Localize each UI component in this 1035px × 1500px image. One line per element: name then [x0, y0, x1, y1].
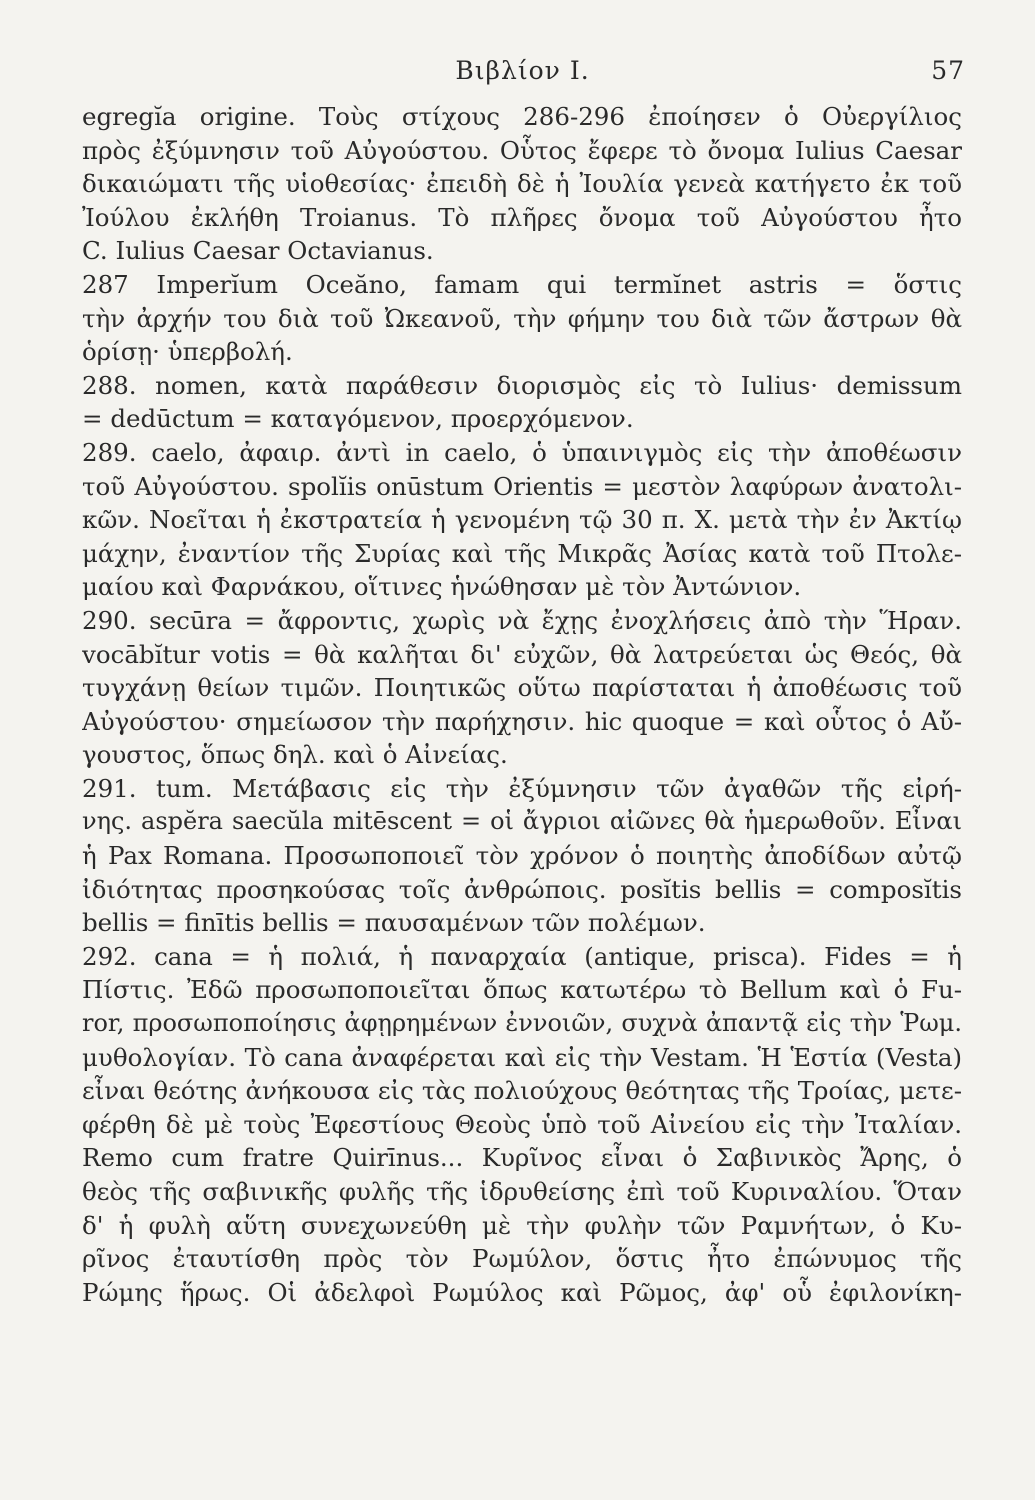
text-line: ἰδιότητας προσηκούσας τοῖς ἀνθρώποις. posĭtis bellis = composĭtis — [82, 874, 962, 904]
text-line: κῶν. Νοεῖται ἡ ἐκστρατεία ἡ γενομένη τῷ 30 π. Χ. μετὰ τὴν ἐν Ἀκτίῳ — [82, 505, 962, 535]
running-title: Βιβλίον I. — [455, 56, 590, 85]
text-line: 289. caelo, ἀφαιρ. ἀντὶ in caelo, ὁ ὑπαινιγμὸς εἰς τὴν ἀποθέωσιν — [82, 437, 962, 467]
text-line: θεὸς τῆς σαβινικῆς φυλῆς τῆς ἱδρυθείσης ἐπὶ τοῦ Κυριναλίου. Ὅταν — [82, 1177, 962, 1206]
text-line: = dedūctum = καταγόμενον, προερχόμενον. — [82, 404, 634, 434]
text-line: μαίου καὶ Φαρνάκου, οἵτινες ἡνώθησαν μὲ τὸν Ἀντώνιον. — [82, 572, 802, 602]
text-line: φέρθη δὲ μὲ τοὺς Ἐφεστίους Θεοὺς ὑπὸ τοῦ Αἰνείου εἰς τὴν Ἰταλίαν. — [82, 1109, 962, 1139]
text-line: μυθολογίαν. Τὸ cana ἀναφέρεται καὶ εἰς τὴν Vestam. Ἡ Ἑστία (Vesta) — [82, 1042, 962, 1072]
text-line: bellis = finītis bellis = παυσαμένων τῶν πολέμων. — [82, 908, 706, 938]
text-line: ἡ Pax Romana. Προσωποποιεῖ τὸν χρόνον ὁ ποιητὴς ἀποδίδων αὐτῷ — [82, 841, 962, 871]
text-line: Ἰούλου ἐκλήθη Troianus. Τὸ πλῆρες ὄνομα τοῦ Αὐγούστου ἦτο — [82, 202, 962, 232]
text-line: δ' ἡ φυλὴ αὕτη συνεχωνεύθη μὲ τὴν φυλὴν τῶν Ραμνήτων, ὁ Κυ- — [82, 1210, 962, 1240]
text-line: vocābĭtur votis = θὰ καλῆται δι' εὐχῶν, θὰ λατρεύεται ὡς Θεός, θὰ — [82, 639, 962, 669]
text-line: egregĭa origine. Τοὺς στίχους 286-296 ἐποίησεν ὁ Οὐεργίλιος — [82, 102, 962, 131]
text-line: εἶναι θεότης ἀνήκουσα εἰς τὰς πολιούχους θεότητας τῆς Τροίας, μετε- — [82, 1076, 962, 1106]
text-line: τὴν ἀρχήν του διὰ τοῦ Ὠκεανοῦ, τὴν φήμην του διὰ τῶν ἄστρων θὰ — [82, 303, 962, 333]
text-line: 288. nomen, κατὰ παράθεσιν διορισμὸς εἰς τὸ Iulius· demissum — [82, 370, 962, 400]
text-line: 292. cana = ἡ πολιά, ἡ παναρχαία (antique, prisca). Fides = ἡ — [82, 941, 962, 971]
text-line: γουστος, ὅπως δηλ. καὶ ὁ Αἰνείας. — [82, 740, 508, 770]
text-line: C. Iulius Caesar Octavianus. — [82, 236, 434, 266]
text-line: δικαιώματι τῆς υἱοθεσίας· ἐπειδὴ δὲ ἡ Ἰουλία γενεὰ κατήγετο ἐκ τοῦ — [82, 169, 962, 199]
text-line: ρῖνος ἐταυτίσθη πρὸς τὸν Ρωμύλον, ὅστις ἦτο ἐπώνυμος τῆς — [82, 1244, 962, 1274]
text-line: ὁρίσῃ· ὑπερβολή. — [82, 337, 293, 367]
text-line: 290. secūra = ἄφροντις, χωρὶς νὰ ἔχῃς ἐνοχλήσεις ἀπὸ τὴν Ἥραν. — [82, 605, 962, 635]
text-line: μάχην, ἐναντίον τῆς Συρίας καὶ τῆς Μικρᾶς Ἀσίας κατὰ τοῦ Πτολε- — [82, 538, 962, 568]
text-line: πρὸς ἐξύμνησιν τοῦ Αὐγούστου. Οὗτος ἔφερε τὸ ὄνομα Iulius Caesar — [82, 135, 962, 165]
text-line: Remo cum fratre Quirīnus... Κυρῖνος εἶναι ὁ Σαβινικὸς Ἄρης, ὁ — [82, 1143, 962, 1173]
text-line: Πίστις. Ἐδῶ προσωποποιεῖται ὅπως κατωτέρω τὸ Bellum καὶ ὁ Fu- — [82, 975, 962, 1005]
text-line: Αὐγούστου· σημείωσον τὴν παρήχησιν. hic quoque = καὶ οὗτος ὁ Αὔ- — [82, 706, 962, 736]
page-number: 57 — [931, 56, 965, 85]
text-line: τοῦ Αὐγούστου. spolĭis onūstum Orientis = μεστὸν λαφύρων ἀνατολι- — [82, 471, 962, 501]
text-line: τυγχάνῃ θείων τιμῶν. Ποιητικῶς οὕτω παρίσταται ἡ ἀποθέωσις τοῦ — [82, 673, 962, 703]
commentary-text — [82, 100, 962, 1309]
text-line: Ρώμης ἥρως. Οἱ ἀδελφοὶ Ρωμύλος καὶ Ρῶμος, ἀφ' οὗ ἐφιλονίκη- — [82, 1277, 962, 1307]
text-line: ror, προσωποποίησις ἀφῃρημένων ἐννοιῶν, συχνὰ ἀπαντᾷ εἰς τὴν Ῥωμ. — [82, 1009, 962, 1038]
text-line: 287 Imperĭum Oceăno, famam qui termĭnet astris = ὅστις — [82, 269, 962, 299]
text-line: 291. tum. Μετάβασις εἰς τὴν ἐξύμνησιν τῶν ἀγαθῶν τῆς εἰρή- — [82, 773, 962, 803]
text-line: νης. aspĕra saecŭla mitēscent = οἱ ἄγριοι αἰῶνες θὰ ἡμερωθοῦν. Εἶναι — [82, 807, 962, 836]
running-header — [80, 56, 965, 96]
